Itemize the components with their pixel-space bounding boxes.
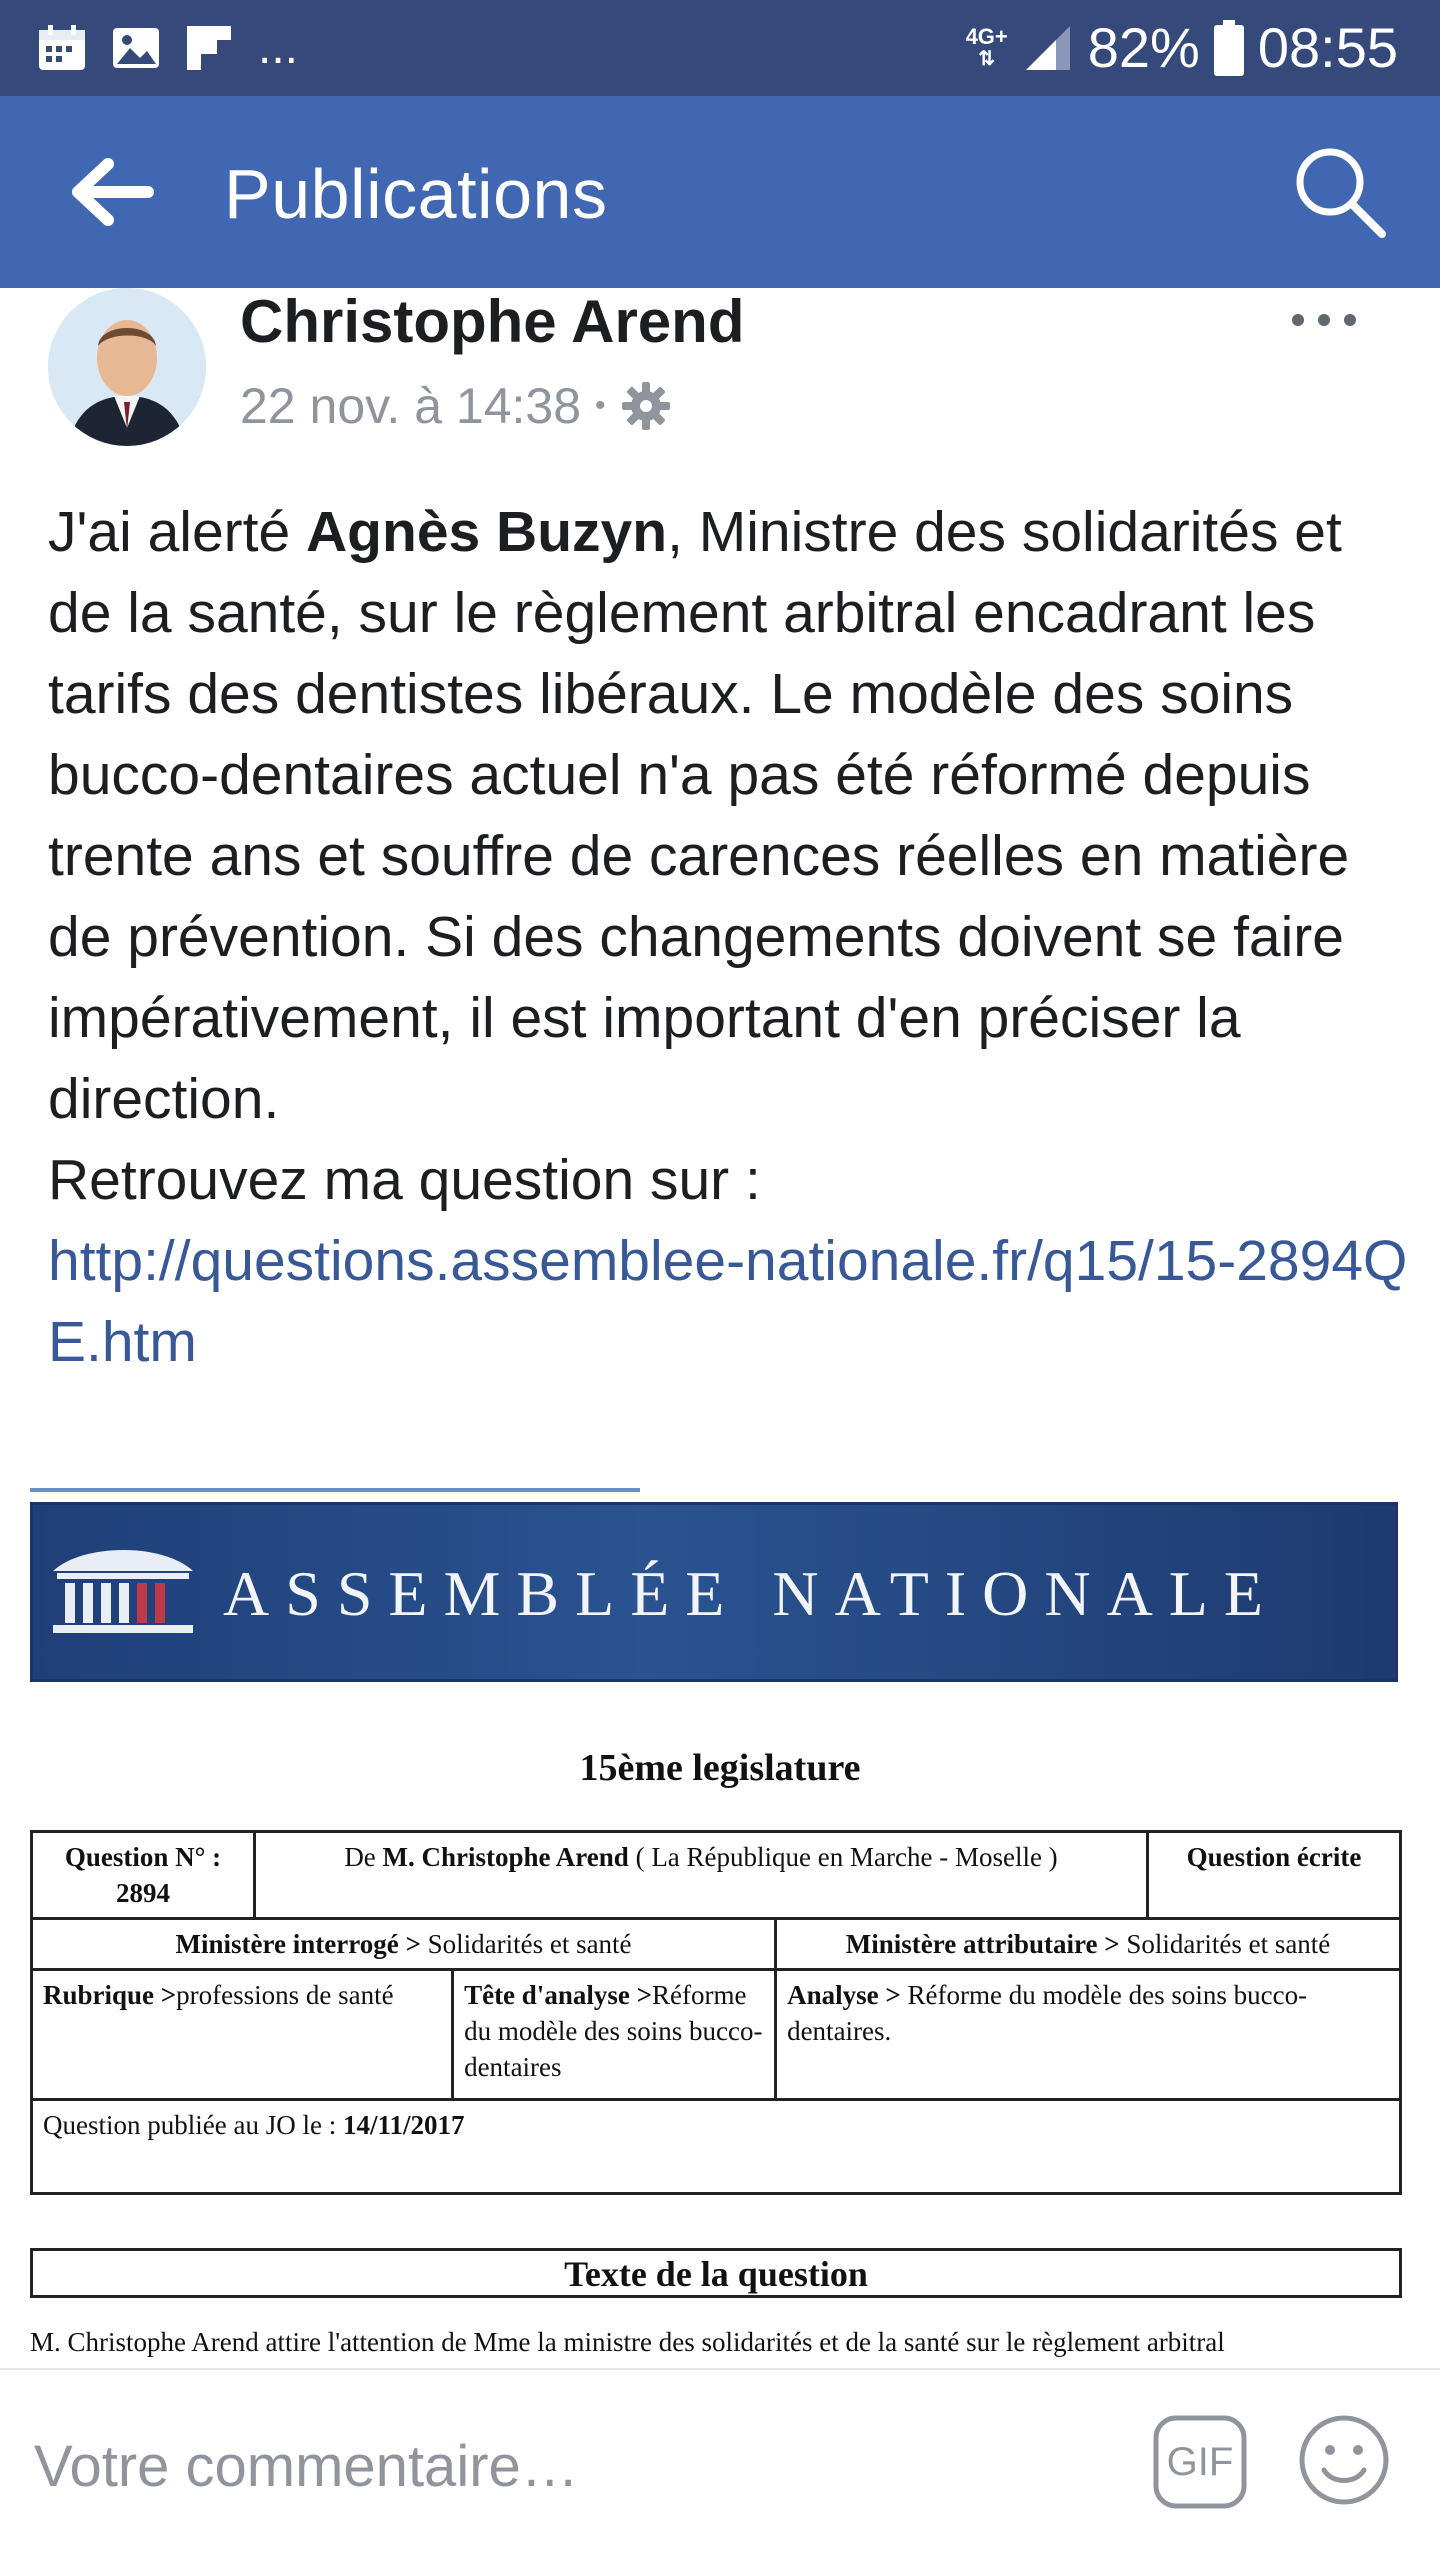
gif-label: GIF (1166, 2440, 1234, 2484)
system-status (966, 16, 1398, 80)
banner-title: ASSEMBLÉE NATIONALE (223, 1558, 1279, 1629)
post-meta (240, 374, 672, 438)
rubrique-cell (32, 1970, 453, 2100)
status-bar (0, 0, 1440, 96)
gif-button[interactable] (1152, 2414, 1248, 2510)
flipboard-icon (184, 22, 236, 74)
gallery-icon (110, 22, 162, 74)
question-number-label: Question N° : (64, 1842, 222, 1872)
question-type: Question écrite (1148, 1832, 1401, 1919)
analyse: Réforme du modèle des soins bucco-dentaires. (787, 1980, 1308, 2046)
data-arrows-icon: ⇅ (978, 48, 996, 70)
ministere-interroge-cell (32, 1919, 776, 1970)
ministere-attributaire-label: Ministère attributaire > (845, 1929, 1127, 1959)
legislature-heading: 15ème legislature (579, 1747, 861, 1789)
app-bar (0, 96, 1440, 288)
meta-separator: • (595, 389, 606, 422)
author-prefix: De (344, 1842, 383, 1872)
shared-document-image[interactable] (30, 1488, 1410, 2368)
search-icon[interactable] (1290, 142, 1390, 242)
tete-analyse-cell (453, 1970, 776, 2100)
ministere-interroge-label: Ministère interrogé > (175, 1929, 428, 1959)
network-type: 4G+ (965, 24, 1008, 49)
comment-bar (0, 2368, 1440, 2562)
question-number-cell (32, 1832, 255, 1919)
tete-analyse: Réforme du modèle des soins bucco-dentaires (464, 1980, 763, 2082)
author-group: ( La République en Marche - Moselle ) (628, 1842, 1058, 1872)
table-row (32, 1919, 1401, 1970)
post-text-main: , Ministre des solidarités et de la santé, sur le règlement arbitral encadrant les tarifs des dentistes libéraux. Le modèle des soins bucco-dentaires actuel n'a pas été réformé depuis trente ans et souffre de carences réelles en matière de prévention. Si des changements doivent se faire impérativement, il est important d'en préciser la direction. (48, 500, 1350, 1131)
post-cta: Retrouvez ma question sur : (48, 1148, 761, 1212)
battery-icon (1214, 20, 1244, 76)
question-table (30, 1830, 1402, 2195)
table-row (32, 1832, 1401, 1919)
table-row (32, 2100, 1401, 2194)
publication-cell (32, 2100, 1401, 2194)
avatar-photo (48, 288, 206, 446)
analyse-cell (776, 1970, 1401, 2100)
ministere-interroge: Solidarités et santé (427, 1929, 632, 1959)
more-options-icon[interactable] (1284, 300, 1364, 340)
battery-percent: 82% (1087, 16, 1200, 79)
assemblee-banner (30, 1502, 1398, 1682)
author-avatar[interactable] (48, 288, 206, 446)
assemblee-logo-icon (43, 1539, 203, 1649)
texte-question-first-line: M. Christophe Arend attire l'attention de Mme la ministre des solidarités et de la santé sur le règlement arbitral (30, 2327, 1225, 2357)
comment-input[interactable] (32, 2426, 1116, 2508)
post-timestamp[interactable]: 22 nov. à 14:38 (240, 378, 582, 434)
post-text-prefix: J'ai alerté (48, 500, 307, 564)
gear-icon (620, 380, 672, 432)
notification-icons (36, 22, 298, 74)
signal-icon (1022, 22, 1074, 74)
rubrique-label: Rubrique > (43, 1980, 177, 2010)
question-number: 2894 (116, 1878, 170, 1908)
clock: 08:55 (1257, 16, 1398, 79)
smiley-icon[interactable] (1296, 2412, 1392, 2508)
post-body (48, 492, 1408, 1383)
analyse-label: Analyse > (787, 1980, 908, 2010)
network-indicator (966, 26, 1008, 70)
table-row (32, 1970, 1401, 2100)
publication-label: Question publiée au JO le : (43, 2110, 343, 2140)
link-preview-underline (30, 1488, 640, 1492)
ministere-attributaire: Solidarités et santé (1126, 1929, 1331, 1959)
texte-question-heading: Texte de la question (30, 2248, 1402, 2298)
post-link[interactable]: http://questions.assemblee-nationale.fr/q15/15-2894QE.htm (48, 1229, 1408, 1374)
post-author[interactable]: Christophe Arend (240, 288, 745, 355)
notification-overflow: ... (258, 21, 299, 74)
mentioned-name[interactable]: Agnès Buzyn (306, 500, 668, 564)
question-author: M. Christophe Arend (382, 1842, 629, 1872)
tete-analyse-label: Tête d'analyse > (464, 1980, 652, 2010)
back-arrow-icon[interactable] (64, 148, 160, 236)
calendar-icon (36, 22, 88, 74)
page-title: Publications (224, 155, 608, 233)
rubrique: professions de santé (176, 1980, 394, 2010)
ministere-attributaire-cell (776, 1919, 1401, 1970)
question-author-cell (255, 1832, 1148, 1919)
publication-date: 14/11/2017 (342, 2110, 465, 2140)
